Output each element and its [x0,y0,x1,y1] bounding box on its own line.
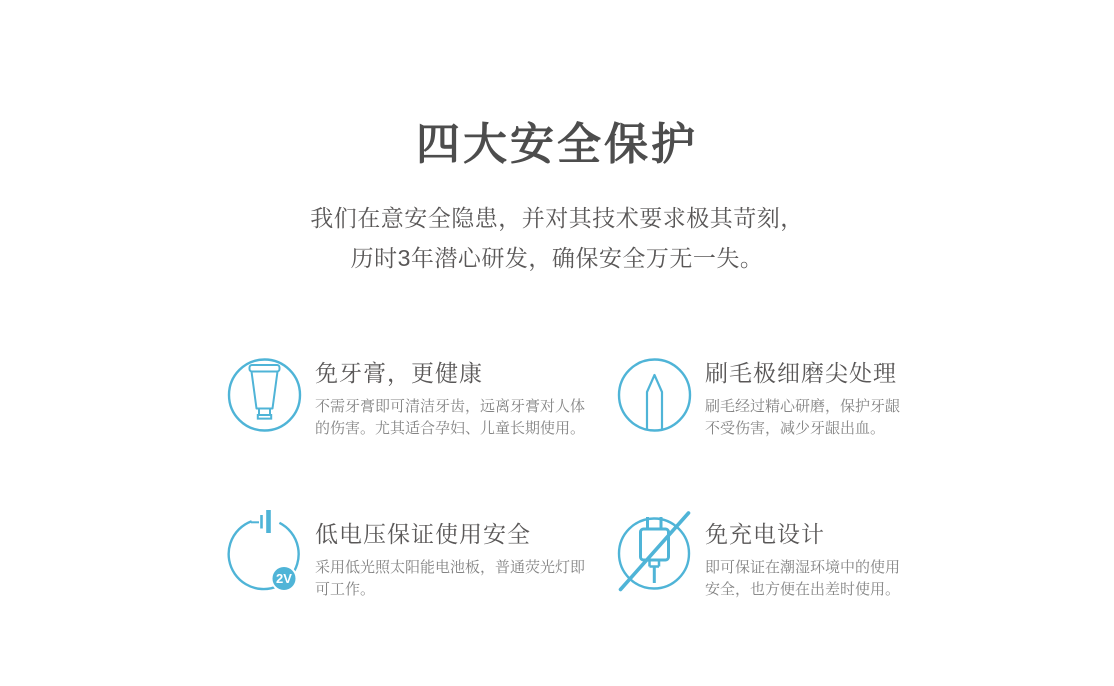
feature-desc-line: 不需牙膏即可清洁牙齿，远离牙膏对人体 [315,398,586,415]
feature-desc-line: 即可保证在潮湿环境中的使用 [705,559,901,576]
subtitle [0,198,1114,278]
subtitle-line: 历时3年潜心研发，确保安全万无一失。 [350,245,764,271]
feature-title: 刷毛极细磨尖处理 [705,360,897,386]
feature-text [315,355,605,440]
low-voltage-battery-icon [225,516,305,596]
feature-text [705,516,995,601]
feature-title: 低电压保证使用安全 [315,521,531,547]
voltage-badge: 2V [276,571,292,586]
toothpaste-tube-icon [225,355,305,435]
feature-desc-line: 采用低光照太阳能电池板，普通荧光灯即 [315,559,586,576]
feature-title: 免牙膏，更健康 [315,360,483,386]
feature-text [315,516,605,601]
feature-card-no-charging [615,516,1005,601]
no-charging-plug-icon [615,516,695,596]
feature-desc-line: 可工作。 [315,581,376,598]
feature-title: 免充电设计 [705,521,825,547]
subtitle-line: 我们在意安全隐患，并对其技术要求极其苛刻， [310,205,804,231]
feature-desc-line: 安全，也方便在出差时使用。 [705,581,901,598]
section-header [0,0,1114,278]
feature-card-low-voltage [225,516,615,601]
bristle-tip-icon [615,355,695,435]
feature-card-fine-bristles [615,355,1005,440]
feature-desc-line: 刷毛经过精心研磨，保护牙龈 [705,398,901,415]
feature-desc-line: 不受伤害，减少牙龈出血。 [705,420,886,437]
feature-desc-line: 的伤害。尤其适合孕妇、儿童长期使用。 [315,420,586,437]
feature-grid [225,355,1114,601]
feature-card-toothpaste-free [225,355,615,440]
page-title: 四大安全保护 [416,120,698,169]
feature-text [705,355,995,440]
